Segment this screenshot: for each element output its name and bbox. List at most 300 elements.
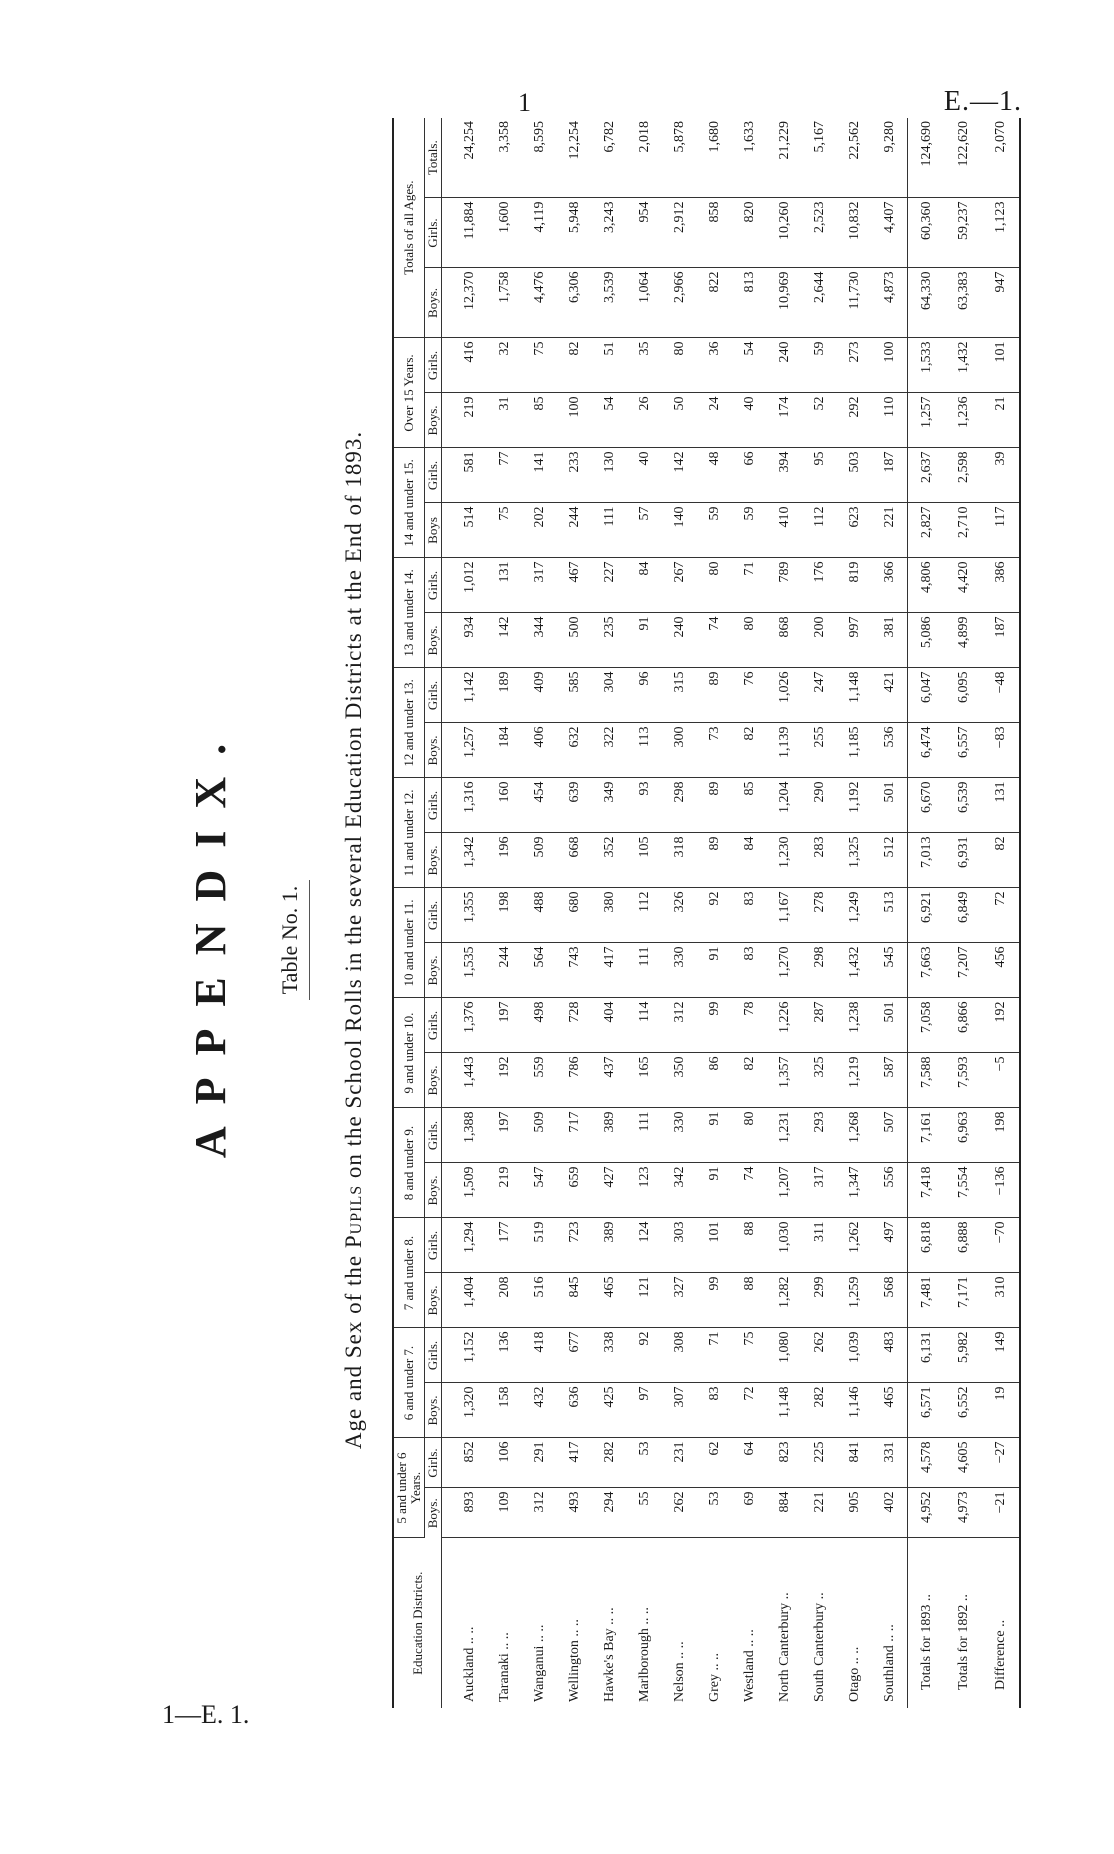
table-cell: 501 [872,998,908,1053]
table-cell: 32 [487,338,522,393]
district-name: North Canterbury .. [776,1592,792,1702]
table-cell: 282 [592,1438,627,1488]
table-cell: 3,243 [592,198,627,268]
table-cell: 84 [732,833,767,888]
table-cell: 852 [442,1438,488,1488]
table-cell: 1,257 [908,393,946,448]
table-cell: 111 [592,503,627,558]
table-cell: 845 [557,1273,592,1328]
table-cell: 123 [627,1163,662,1218]
table-cell: 1,236 [945,393,982,448]
table-cell: 304 [592,668,627,723]
table-cell: 545 [872,943,908,998]
girls-header: Girls. [425,778,442,833]
table-cell: 4,873 [872,268,908,338]
table-cell: 1,357 [767,1053,802,1108]
table-cell: 114 [627,998,662,1053]
table-cell: 291 [522,1438,557,1488]
totals-header: Totals. [425,118,442,198]
table-cell: 293 [802,1108,837,1163]
table-cell: 89 [697,833,732,888]
table-cell: 905 [837,1488,872,1538]
table-cell: 512 [872,833,908,888]
table-cell: 507 [872,1108,908,1163]
group-header: 10 and under 11. [393,888,425,998]
group-header: 14 and under 15. [393,448,425,558]
table-cell: 91 [627,613,662,668]
table-cell: 1,535 [442,943,488,998]
district-name: Auckland .. .. [461,1626,477,1702]
table-cell: 174 [767,393,802,448]
table-cell: 1,600 [487,198,522,268]
table-cell: 349 [592,778,627,833]
table-cell: 501 [872,778,908,833]
table-cell: 12,370 [442,268,488,338]
table-cell: 197 [487,1108,522,1163]
table-cell: 3,539 [592,268,627,338]
table-cell: 8,595 [522,118,557,198]
table-cell: 1,123 [982,198,1020,268]
table-cell: 310 [982,1273,1020,1328]
table-cell: 868 [767,613,802,668]
table-row [837,118,872,1708]
table-cell: 53 [627,1438,662,1488]
table-cell: 262 [662,1488,697,1538]
table-cell: 111 [627,1108,662,1163]
table-cell: 884 [767,1488,802,1538]
table-cell: 235 [592,613,627,668]
district-name: South Canterbury .. [811,1592,827,1702]
table-cell: 101 [697,1218,732,1273]
table-body [442,118,1021,1708]
table-cell: 124,690 [908,118,946,198]
table-cell: −21 [982,1488,1020,1538]
table-cell: 823 [767,1438,802,1488]
table-cell: 287 [802,998,837,1053]
table-cell: 121 [627,1273,662,1328]
table-cell: 10,260 [767,198,802,268]
table-cell: 556 [872,1163,908,1218]
boys-header: Boys. [425,1383,442,1438]
district-column-header: Education Districts. [393,1538,442,1708]
table-cell: 48 [697,448,732,503]
table-cell: 6,782 [592,118,627,198]
table-cell: 366 [872,558,908,613]
girls-header: Girls. [425,998,442,1053]
table-cell: 197 [487,998,522,1053]
table-cell: 300 [662,723,697,778]
table-cell: 12,254 [557,118,592,198]
table-cell: 160 [487,778,522,833]
table-cell: 11,884 [442,198,488,268]
table-cell: 110 [872,393,908,448]
table-cell: 82 [557,338,592,393]
table-cell: 100 [557,393,592,448]
table-cell: 6,131 [908,1328,946,1383]
table-cell: 1,509 [442,1163,488,1218]
table-cell: 158 [487,1383,522,1438]
table-row [767,118,802,1708]
table-cell: 219 [487,1163,522,1218]
table-cell: 954 [627,198,662,268]
table-cell: 85 [522,393,557,448]
table-cell: 2,018 [627,118,662,198]
table-cell: 425 [592,1383,627,1438]
table-cell: 131 [982,778,1020,833]
page-number: 1 [518,88,531,117]
table-cell: 568 [872,1273,908,1328]
table-row [522,118,557,1708]
table-cell: 1,026 [767,668,802,723]
table-cell: 227 [592,558,627,613]
table-cell: 318 [662,833,697,888]
table-cell: 202 [522,503,557,558]
table-cell: 69 [732,1488,767,1538]
table-cell: 117 [982,503,1020,558]
table-cell: 92 [697,888,732,943]
table-cell: 352 [592,833,627,888]
table-cell: 1,226 [767,998,802,1053]
table-cell: 4,578 [908,1438,946,1488]
table-cell: 5,982 [945,1328,982,1383]
table-cell: 381 [872,613,908,668]
table-number: Table No. 1. [277,166,310,1714]
girls-header: Girls. [425,1218,442,1273]
table-cell: 4,420 [945,558,982,613]
totals-row [945,118,982,1708]
table-cell: 5,086 [908,613,946,668]
table-cell: 187 [982,613,1020,668]
table-cell: 55 [627,1488,662,1538]
district-name: Southland .. .. [881,1624,897,1702]
table-cell: 421 [872,668,908,723]
district-name: Wanganui .. .. [531,1624,547,1702]
table-cell: 240 [662,613,697,668]
table-cell: 623 [837,503,872,558]
table-cell: 488 [522,888,557,943]
table-cell: 6,474 [908,723,946,778]
table-cell: 1,533 [908,338,946,393]
table-cell: 1,064 [627,268,662,338]
table-cell: 189 [487,668,522,723]
table-cell: 632 [557,723,592,778]
table-cell: 1,148 [767,1383,802,1438]
table-cell: 4,605 [945,1438,982,1488]
table-cell: 404 [592,998,627,1053]
table-cell: 59 [697,503,732,558]
table-cell: 142 [487,613,522,668]
table-cell: 122,620 [945,118,982,198]
boys-header: Boys. [425,943,442,998]
table-cell: 6,571 [908,1383,946,1438]
page-code: E.—1. [943,86,1022,117]
table-cell: 273 [837,338,872,393]
rotated-page-content [145,120,1025,1714]
table-cell: 83 [732,943,767,998]
table-cell: 587 [872,1053,908,1108]
table-cell: 225 [802,1438,837,1488]
table-cell: 1,039 [837,1328,872,1383]
table-cell: 99 [697,998,732,1053]
table-cell: 231 [662,1438,697,1488]
table-cell: 22,562 [837,118,872,198]
table-cell: 278 [802,888,837,943]
table-cell: −27 [982,1438,1020,1488]
table-cell: 1,257 [442,723,488,778]
table-cell: 585 [557,668,592,723]
table-cell: 1,185 [837,723,872,778]
boys-header: Boys. [425,723,442,778]
table-row [592,118,627,1708]
table-cell: 317 [802,1163,837,1218]
table-cell: 36 [697,338,732,393]
appendix-heading: APPENDIX. [186,721,235,1159]
boys-header: Boys [425,503,442,558]
table-cell: 547 [522,1163,557,1218]
table-cell: 1,204 [767,778,802,833]
table-cell: 406 [522,723,557,778]
district-name: Taranaki .. .. [496,1632,512,1702]
table-cell: 717 [557,1108,592,1163]
table-cell: 342 [662,1163,697,1218]
table-cell: 311 [802,1218,837,1273]
table-cell: 417 [592,943,627,998]
table-cell: 636 [557,1383,592,1438]
table-cell: 822 [697,268,732,338]
table-cell: 283 [802,833,837,888]
table-cell: 325 [802,1053,837,1108]
table-cell: 96 [627,668,662,723]
table-cell: 465 [592,1273,627,1328]
table-cell: 456 [982,943,1020,998]
table-row [557,118,592,1708]
boys-header: Boys. [425,613,442,668]
table-cell: 6,095 [945,668,982,723]
district-name: Totals for 1892 .. [955,1594,971,1690]
table-cell: 1,443 [442,1053,488,1108]
table-row [662,118,697,1708]
district-name: Grey .. .. [706,1653,722,1702]
boys-header: Boys. [425,1488,442,1538]
table-cell: 64 [732,1438,767,1488]
table-cell: 1,347 [837,1163,872,1218]
table-cell: 409 [522,668,557,723]
table-cell: 6,818 [908,1218,946,1273]
table-cell: 465 [872,1383,908,1438]
table-cell: 6,931 [945,833,982,888]
table-cell: 292 [837,393,872,448]
table-cell: 317 [522,558,557,613]
girls-header: Girls. [425,448,442,503]
table-cell: 200 [802,613,837,668]
table-cell: 500 [557,613,592,668]
table-cell: 947 [982,268,1020,338]
table-cell: 89 [697,668,732,723]
table-cell: 6,306 [557,268,592,338]
table-cell: 141 [522,448,557,503]
table-cell: 60,360 [908,198,946,268]
table-cell: 97 [627,1383,662,1438]
table-cell: 743 [557,943,592,998]
table-cell: 71 [732,558,767,613]
table-cell: −48 [982,668,1020,723]
table-cell: 1,192 [837,778,872,833]
table-cell: 53 [697,1488,732,1538]
table-cell: 294 [592,1488,627,1538]
table-cell: 1,152 [442,1328,488,1383]
table-cell: 4,806 [908,558,946,613]
table-cell: 7,663 [908,943,946,998]
group-header: Over 15 Years. [393,338,425,448]
table-title [341,166,367,1714]
table-cell: 39 [982,448,1020,503]
table-cell: 4,407 [872,198,908,268]
table-cell: 394 [767,448,802,503]
table-cell: 4,973 [945,1488,982,1538]
table-cell: 1,758 [487,268,522,338]
table-cell: 9,280 [872,118,908,198]
table-cell: 240 [767,338,802,393]
table-cell: 536 [872,723,908,778]
table-cell: 483 [872,1328,908,1383]
table-cell: 6,888 [945,1218,982,1273]
table-cell: 10,969 [767,268,802,338]
table-cell: 101 [982,338,1020,393]
table-cell: 389 [592,1108,627,1163]
table-cell: 165 [627,1053,662,1108]
table-cell: 326 [662,888,697,943]
boys-header: Boys. [425,268,442,338]
table-cell: 858 [697,198,732,268]
table-cell: 82 [732,723,767,778]
table-cell: 5,878 [662,118,697,198]
table-cell: 192 [487,1053,522,1108]
table-row [872,118,908,1708]
totals-row [982,118,1020,1708]
table-cell: 308 [662,1328,697,1383]
table-row [442,118,488,1708]
table-cell: 80 [697,558,732,613]
table-cell: 1,342 [442,833,488,888]
table-cell: 516 [522,1273,557,1328]
table-cell: 315 [662,668,697,723]
table-cell: 75 [522,338,557,393]
table-cell: 187 [872,448,908,503]
table-cell: 262 [802,1328,837,1383]
table-cell: 75 [487,503,522,558]
table-cell: 233 [557,448,592,503]
table-cell: 64,330 [908,268,946,338]
group-header: 12 and under 13. [393,668,425,778]
group-header: 7 and under 8. [393,1218,425,1328]
boys-header: Boys. [425,1163,442,1218]
age-sex-table [392,118,1021,1708]
table-cell: 89 [697,778,732,833]
table-cell: 80 [732,613,767,668]
table-cell: 83 [732,888,767,943]
table-cell: 298 [662,778,697,833]
table-cell: 307 [662,1383,697,1438]
table-cell: 1,325 [837,833,872,888]
table-cell: 24,254 [442,118,488,198]
table-cell: 51 [592,338,627,393]
table-cell: 6,921 [908,888,946,943]
table-cell: 59 [802,338,837,393]
table-cell: 192 [982,998,1020,1053]
table-cell: 99 [697,1273,732,1328]
table-cell: 71 [697,1328,732,1383]
table-row [732,118,767,1708]
table-cell: 786 [557,1053,592,1108]
table-cell: 142 [662,448,697,503]
table-cell: 131 [487,558,522,613]
girls-header: Girls. [425,338,442,393]
table-cell: 196 [487,833,522,888]
table-cell: 91 [697,943,732,998]
table-cell: 112 [802,503,837,558]
table-cell: 85 [732,778,767,833]
table-cell: 934 [442,613,488,668]
table-cell: 4,476 [522,268,557,338]
boys-header: Boys. [425,393,442,448]
table-cell: 130 [592,448,627,503]
table-cell: 503 [837,448,872,503]
district-name: Wellington .. .. [566,1619,582,1702]
table-cell: 59,237 [945,198,982,268]
table-cell: 100 [872,338,908,393]
table-cell: 219 [442,393,488,448]
table-cell: 50 [662,393,697,448]
boys-header: Boys. [425,1053,442,1108]
district-name: Hawke's Bay .. .. [601,1607,617,1702]
table-cell: 2,523 [802,198,837,268]
table-cell: 198 [982,1108,1020,1163]
table-cell: 728 [557,998,592,1053]
table-cell: 35 [627,338,662,393]
table-cell: 1,404 [442,1273,488,1328]
table-cell: 1,432 [837,943,872,998]
boys-header: Boys. [425,1273,442,1328]
table-cell: 6,963 [945,1108,982,1163]
title-part-3: on the School Rolls in the several Education Districts at the End of 1893. [341,430,366,1185]
table-cell: 1,270 [767,943,802,998]
table-cell: 82 [732,1053,767,1108]
table-cell: 5,948 [557,198,592,268]
table-cell: 303 [662,1218,697,1273]
table-cell: 1,231 [767,1108,802,1163]
table-cell: 86 [697,1053,732,1108]
table-cell: 31 [487,393,522,448]
table-cell: 72 [732,1383,767,1438]
table-cell: 1,249 [837,888,872,943]
table-cell: 7,588 [908,1053,946,1108]
table-cell: 282 [802,1383,837,1438]
table-cell: 54 [592,393,627,448]
group-header: 9 and under 10. [393,998,425,1108]
table-cell: 659 [557,1163,592,1218]
table-cell: 177 [487,1218,522,1273]
table-cell: 1,259 [837,1273,872,1328]
table-cell: 267 [662,558,697,613]
table-cell: 2,827 [908,503,946,558]
group-header: 5 and under 6 Years. [393,1438,425,1538]
table-cell: 380 [592,888,627,943]
table-cell: 6,047 [908,668,946,723]
table-cell: 416 [442,338,488,393]
table-cell: 432 [522,1383,557,1438]
table-cell: 1,282 [767,1273,802,1328]
table-cell: 513 [872,888,908,943]
